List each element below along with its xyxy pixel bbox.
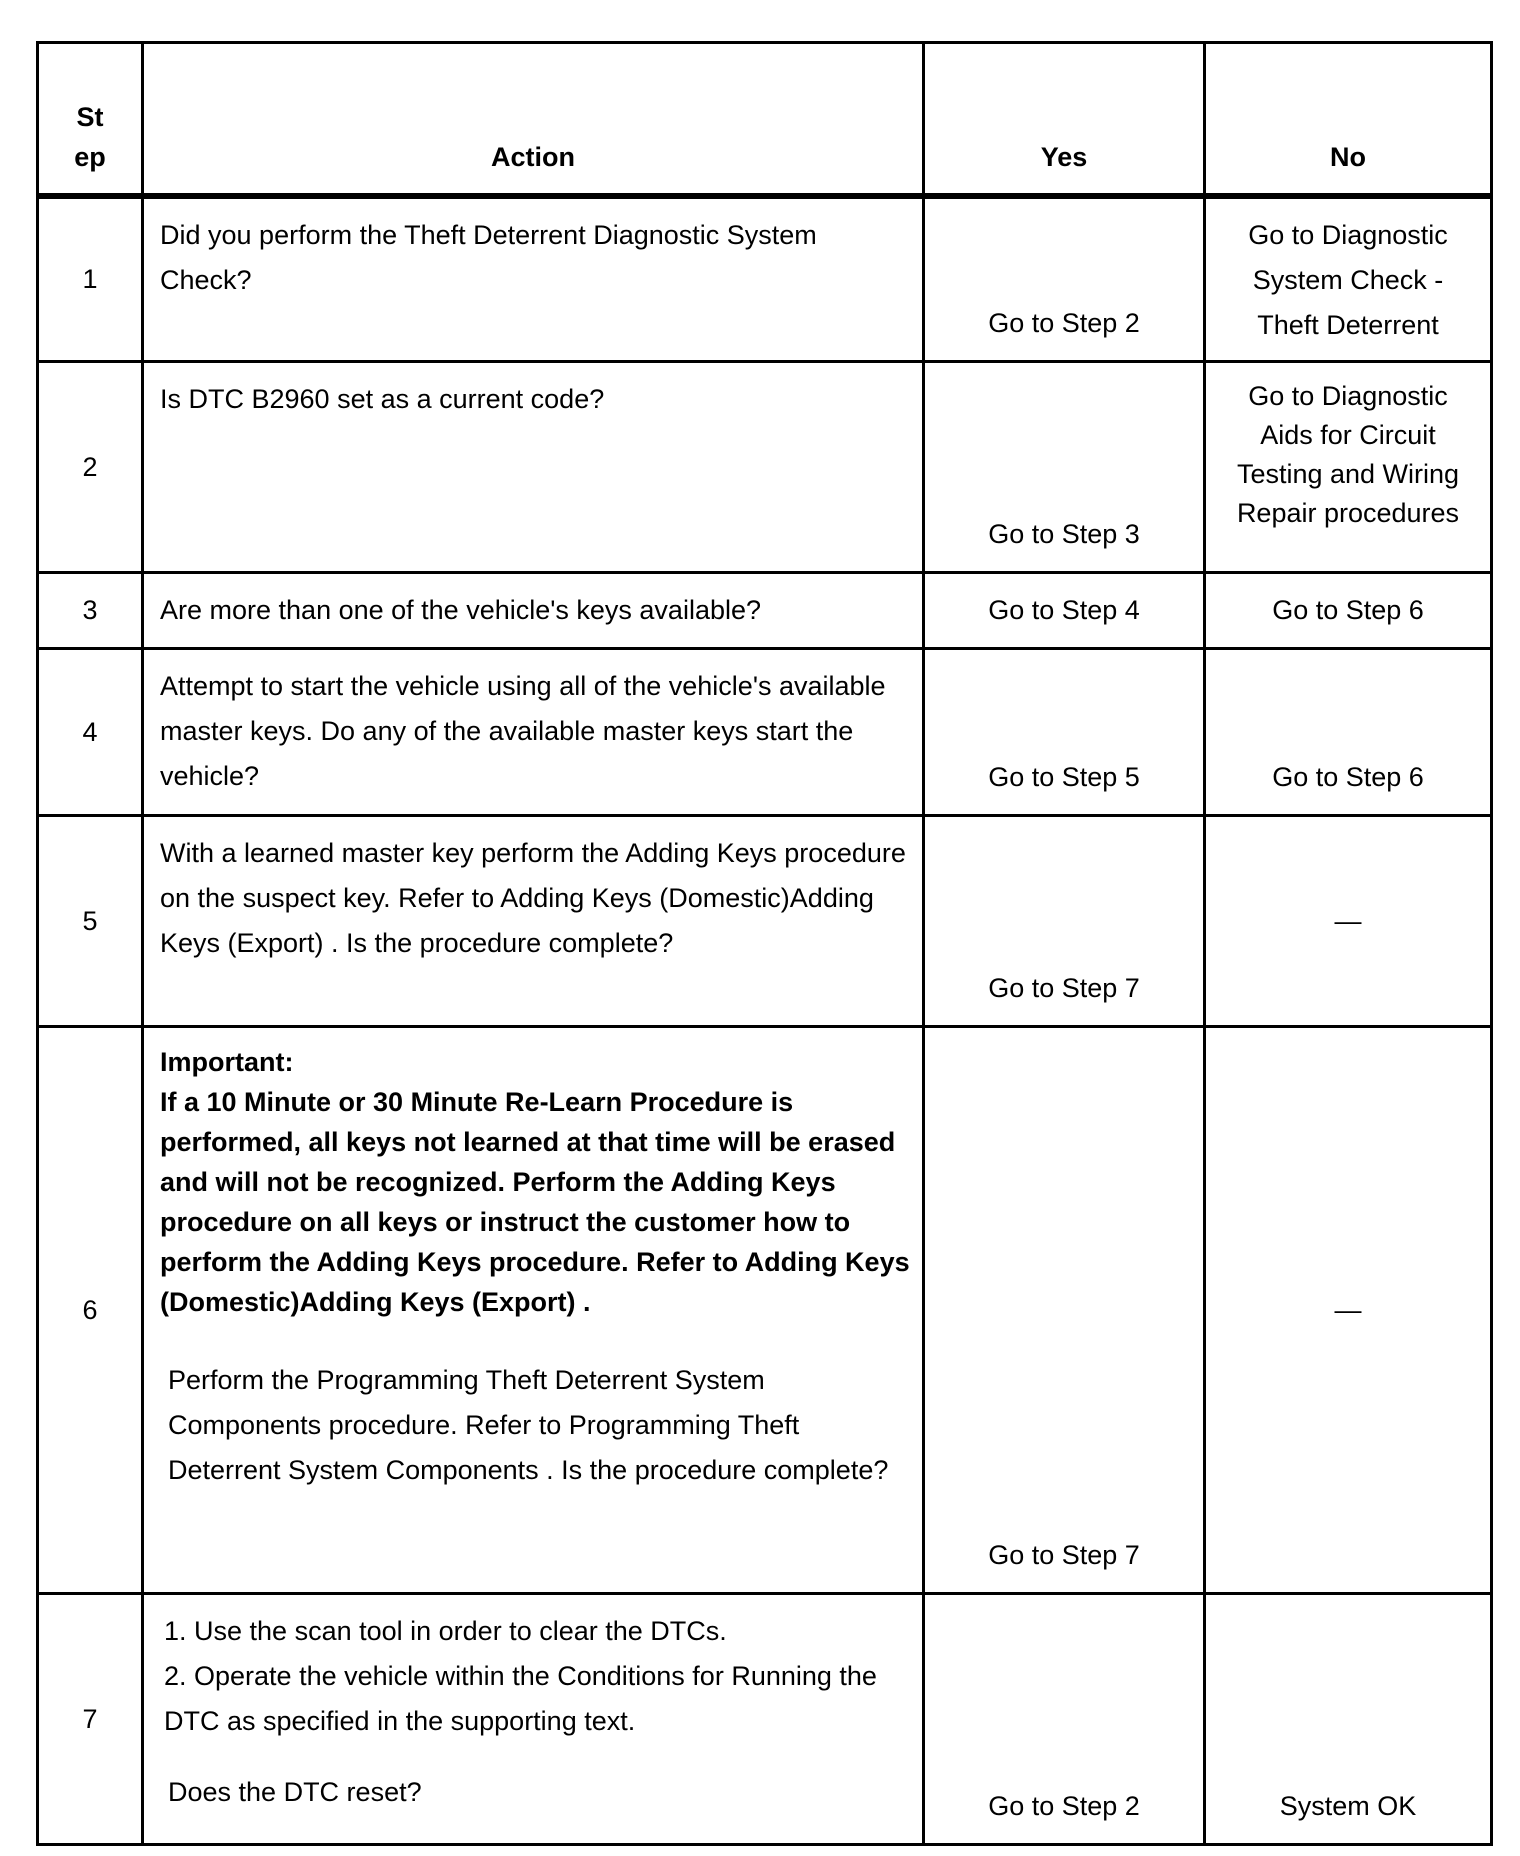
- header-row: [38, 43, 1492, 196]
- no-cell: Go to Step 6: [1205, 573, 1492, 649]
- header-action: Action: [143, 43, 924, 196]
- yes-cell: Go to Step 5: [924, 649, 1205, 816]
- yes-cell: Go to Step 4: [924, 573, 1205, 649]
- no-cell: Go to Step 6: [1205, 649, 1492, 816]
- no-cell: —: [1205, 816, 1492, 1027]
- step-number: 6: [38, 1027, 143, 1594]
- step-number: 2: [38, 362, 143, 573]
- action-text: With a learned master key perform the Adding Keys procedure on the suspect key. Refer to Adding Keys (Domestic)Adding Keys (Export) . Is the procedure complete?: [143, 816, 924, 1027]
- important-label: Important:: [160, 1047, 294, 1077]
- action-text: 1. Use the scan tool in order to clear the DTCs. 2. Operate the vehicle within the Conditions for Running the DTC as specified in the supporting text. Does the DTC reset?: [143, 1594, 924, 1845]
- action-text: Attempt to start the vehicle using all of the vehicle's available master keys. Do any of the available master keys start the vehicle?: [143, 649, 924, 816]
- list-item: 2. Operate the vehicle within the Conditions for Running the DTC as specified in the supporting text.: [164, 1661, 877, 1736]
- important-note: If a 10 Minute or 30 Minute Re-Learn Procedure is performed, all keys not learned at that time will be erased and will not be recognized. Perform the Adding Keys procedure on all keys or instruct the customer how to perform the Adding Keys procedure. Refer to Adding Keys (Domestic)Adding Keys (Export) .: [160, 1087, 910, 1317]
- step-number: 3: [38, 573, 143, 649]
- header-yes: Yes: [924, 43, 1205, 196]
- table-row: [38, 196, 1492, 362]
- yes-cell: Go to Step 2: [924, 1594, 1205, 1845]
- action-text: Is DTC B2960 set as a current code?: [143, 362, 924, 573]
- yes-cell: Go to Step 2: [924, 196, 1205, 362]
- action-text: Did you perform the Theft Deterrent Diagnostic System Check?: [143, 196, 924, 362]
- yes-cell: Go to Step 7: [924, 816, 1205, 1027]
- table-row: [38, 1594, 1492, 1845]
- no-cell: —: [1205, 1027, 1492, 1594]
- action-text: Important: If a 10 Minute or 30 Minute Re-Learn Procedure is performed, all keys not learned at that time will be erased and will not be recognized. Perform the Adding Keys procedure on all keys or instruct the customer how to perform the Adding Keys procedure. Refer to Adding Keys (Domestic)Adding Keys (Export) . Perform the Programming Theft Deterrent System Components procedure. Refer to Programming Theft Deterrent System Components . Is the procedure complete?: [143, 1027, 924, 1594]
- yes-cell: Go to Step 3: [924, 362, 1205, 573]
- action-text: Are more than one of the vehicle's keys available?: [143, 573, 924, 649]
- yes-cell: Go to Step 7: [924, 1027, 1205, 1594]
- table-row: [38, 1027, 1492, 1594]
- step-number: 1: [38, 196, 143, 362]
- diagnostic-table: [36, 41, 1493, 1846]
- step-number: 5: [38, 816, 143, 1027]
- table-row: [38, 573, 1492, 649]
- list-item: 1. Use the scan tool in order to clear the DTCs.: [164, 1616, 727, 1646]
- step-number: 4: [38, 649, 143, 816]
- no-cell: Go to Diagnostic Aids for Circuit Testing and Wiring Repair procedures: [1205, 362, 1492, 573]
- step-number: 7: [38, 1594, 143, 1845]
- header-step: St ep: [38, 43, 143, 196]
- no-cell: Go to Diagnostic System Check - Theft Deterrent: [1205, 196, 1492, 362]
- table-row: [38, 649, 1492, 816]
- table-row: [38, 362, 1492, 573]
- no-cell: System OK: [1205, 1594, 1492, 1845]
- table-row: [38, 816, 1492, 1027]
- header-no: No: [1205, 43, 1492, 196]
